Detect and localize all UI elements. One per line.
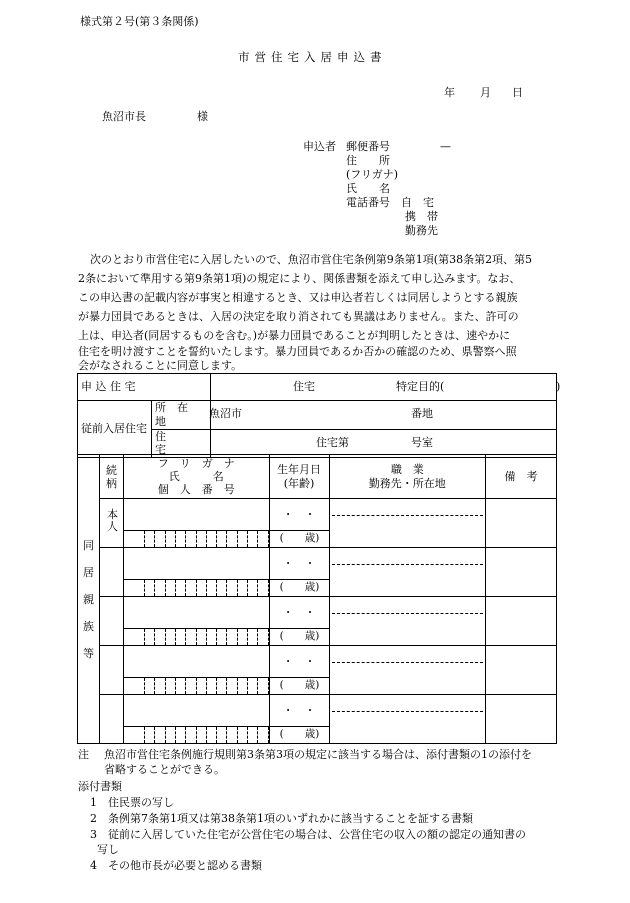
attach-item-3-cont: 写し — [97, 843, 119, 856]
form-number: 様式第２号(第３条関係) — [80, 15, 199, 28]
member-relation[interactable] — [99, 597, 123, 646]
purpose-text: 特定目的( — [396, 380, 445, 393]
member-note[interactable] — [486, 499, 557, 548]
name-label: 氏 名 — [346, 182, 390, 195]
note-text-2: 省略することができる。 — [104, 763, 225, 776]
member-job[interactable] — [329, 646, 486, 695]
member-age[interactable]: ( 歳) — [269, 580, 329, 597]
member-relation[interactable] — [99, 695, 123, 744]
member-furigana-name[interactable] — [123, 695, 269, 727]
member-furigana-name[interactable] — [123, 499, 269, 531]
birth-header: 生年月日 (年齢) — [269, 455, 329, 499]
address-label: 住 所 — [346, 154, 390, 167]
member-age[interactable]: ( 歳) — [269, 727, 329, 744]
relation-header: 続柄 — [99, 455, 123, 499]
body-line-5: 上は、申込者(同居するものを含む。)が暴力団員であることが判明したときは、速やかに — [78, 329, 511, 342]
job-header: 職 業 勤務先・所在地 — [329, 455, 486, 499]
location-cell[interactable] — [211, 401, 557, 430]
postal-dash: — — [440, 140, 451, 153]
addressee-name: 魚沼市長 — [102, 110, 146, 123]
member-birthdate[interactable]: ・ ・ — [269, 646, 329, 678]
attach-title: 添付書類 — [78, 780, 122, 793]
self-label: 本人 — [99, 499, 123, 548]
member-age[interactable]: ( 歳) — [269, 629, 329, 646]
banchi-text: 番地 — [411, 407, 433, 420]
phone-home: 自 宅 — [401, 196, 434, 209]
member-personal-number[interactable] — [123, 580, 269, 597]
member-relation[interactable] — [99, 548, 123, 597]
member-note[interactable] — [486, 597, 557, 646]
phone-mobile: 携 帯 — [405, 210, 438, 223]
attach-item-3: 3 従前に入居していた住宅が公営住宅の場合は、公営住宅の収入の額の認定の通知書の — [90, 828, 526, 841]
member-furigana-name[interactable] — [123, 548, 269, 580]
family-side-label: 同 居 親 族 等 — [78, 455, 100, 744]
attach-item-1: 1 住民票の写し — [90, 796, 174, 809]
attach-item-4: 4 その他市長が必要と認める書類 — [90, 859, 262, 872]
body-line-4: が暴力団員であるときは、入居の決定を取り消されても異議はありません。また、許可の — [78, 310, 519, 323]
location-label: 所 在 地 — [152, 401, 211, 430]
applicant-label: 申込者 — [303, 140, 336, 153]
member-job[interactable] — [329, 597, 486, 646]
member-furigana-name[interactable] — [123, 597, 269, 629]
city-text: 魚沼市 — [209, 407, 242, 420]
apply-housing-cell[interactable] — [211, 374, 561, 401]
body-line-2: 2条において準用する第9条第1項)の規定により、関係書類を添えて申し込みます。なお、 — [78, 272, 521, 285]
member-furigana-name[interactable] — [123, 646, 269, 678]
housing-no-text: 住宅第 — [316, 435, 349, 449]
member-age[interactable]: ( 歳) — [269, 678, 329, 695]
note-header: 備 考 — [486, 455, 557, 499]
house-label: 住 宅 — [152, 429, 211, 458]
form-title: 市営住宅入居申込書 — [238, 50, 387, 64]
prev-housing-label: 従前入居住宅 — [78, 401, 152, 458]
date-month: 月 — [480, 86, 491, 99]
member-birthdate[interactable]: ・ ・ — [269, 548, 329, 580]
body-line-6: 住宅を明け渡すことを誓約いたします。暴力団員であるか否かの確認のため、県警察へ照 — [78, 345, 517, 358]
housing-table — [77, 373, 561, 458]
date-year: 年 — [444, 86, 455, 99]
housing-text: 住宅 — [293, 380, 315, 393]
member-job[interactable] — [329, 548, 486, 597]
room-text: 号室 — [411, 435, 433, 449]
apply-housing-label: 申 込 住 宅 — [78, 374, 211, 401]
body-line-7: 会がなされることに同意します。 — [78, 359, 243, 372]
member-birthdate[interactable]: ・ ・ — [269, 597, 329, 629]
member-personal-number[interactable] — [123, 678, 269, 695]
purpose-close: ) — [556, 380, 561, 393]
member-birthdate[interactable]: ・ ・ — [269, 499, 329, 531]
body-line-3: この申込書の記載内容が事実と相違するとき、又は申込者若しくは同居しようとする親族 — [78, 291, 518, 304]
phone-work: 勤務先 — [405, 224, 438, 237]
member-personal-number[interactable] — [123, 727, 269, 744]
furigana-label: (フリガナ) — [346, 168, 399, 181]
member-note[interactable] — [486, 646, 557, 695]
note-text-1: 魚沼市営住宅条例施行規則第3条第3項の規定に該当する場合は、添付書類の1の添付を — [104, 748, 532, 761]
member-age[interactable]: ( 歳) — [269, 531, 329, 548]
body-line-1: 次のとおり市営住宅に入居したいので、魚沼市営住宅条例第9条第1項(第38条第2項、第5 — [90, 253, 533, 266]
member-relation[interactable] — [99, 646, 123, 695]
member-job[interactable] — [329, 695, 486, 744]
date-day: 日 — [512, 86, 523, 99]
name-header: フ リ ガ ナ 氏 名 個 人 番 号 — [123, 455, 269, 499]
postal-label: 郵便番号 — [346, 140, 390, 153]
member-personal-number[interactable] — [123, 629, 269, 646]
family-table — [77, 454, 557, 744]
attach-item-2: 2 条例第7条第1項又は第38条第1項のいずれかに該当することを証する書類 — [90, 812, 473, 825]
member-job[interactable] — [329, 499, 486, 548]
member-birthdate[interactable]: ・ ・ — [269, 695, 329, 727]
phone-label: 電話番号 — [346, 196, 390, 209]
addressee-honorific: 様 — [197, 110, 208, 123]
note-head: 注 — [78, 748, 89, 761]
member-note[interactable] — [486, 548, 557, 597]
member-note[interactable] — [486, 695, 557, 744]
member-personal-number[interactable] — [123, 531, 269, 548]
